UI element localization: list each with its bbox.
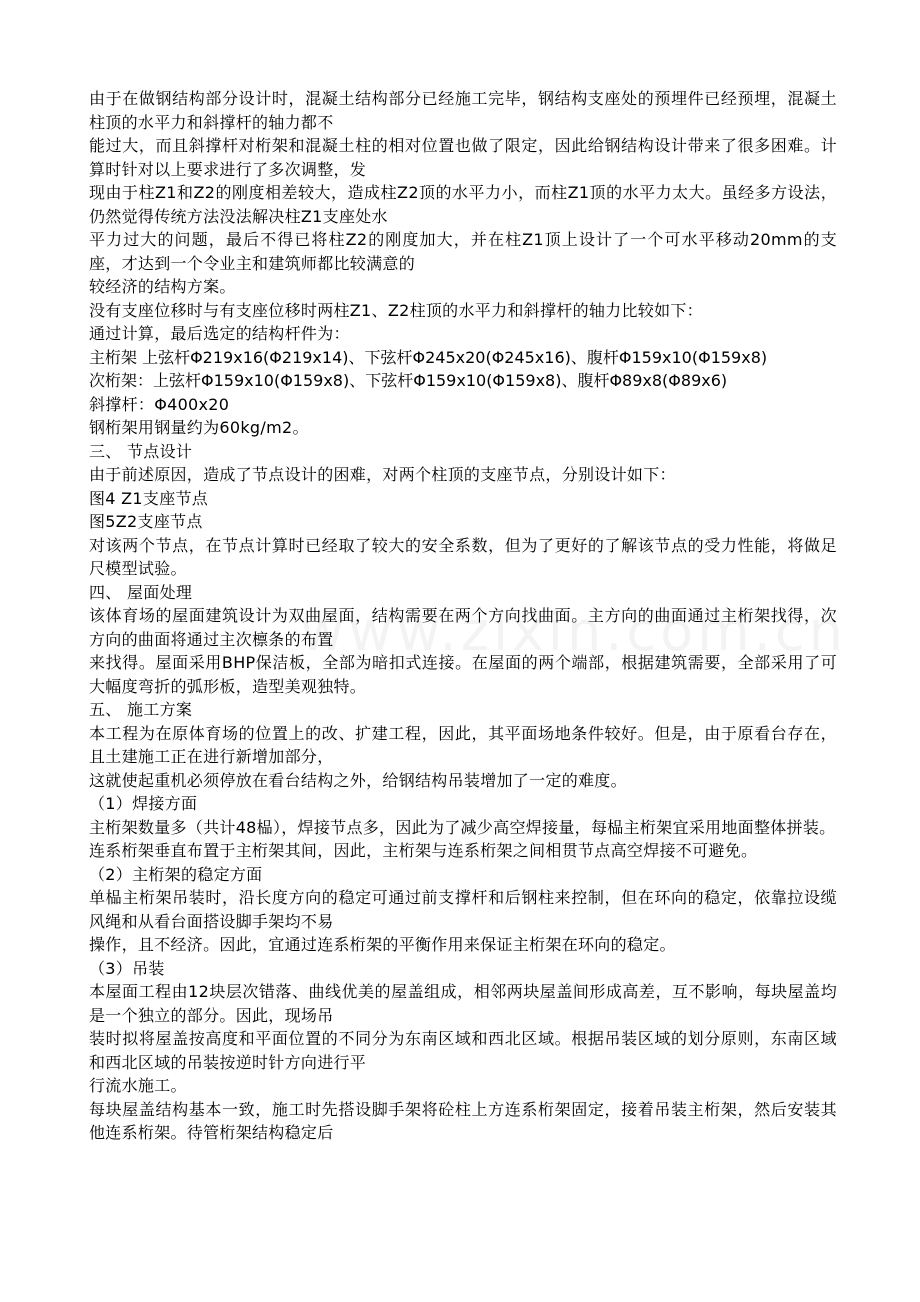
paragraph-line: 单榀主桁架吊装时，沿长度方向的稳定可通过前支撑杆和后钢柱来控制，但在环向的稳定，依靠拉设缆风绳和从看台面搭设脚手架均不易: [89, 888, 837, 931]
subsection-heading: （3）吊装: [89, 958, 165, 978]
paragraph-line: 来找得。屋面采用BHP保洁板，全部为暗扣式连接。在屋面的两个端部，根据建筑需要，全部采用了可大幅度弯折的弧形板，造型美观独特。: [89, 653, 837, 696]
paragraph-line: 对该两个节点，在节点计算时已经取了较大的安全系数，但为了更好的了解该节点的受力性能，将做足尺模型试验。: [89, 535, 837, 578]
document-body: [89, 87, 837, 1145]
paragraph-line: 主桁架数量多（共计48榀），焊接节点多，因此为了减少高空焊接量，每榀主桁架宜采用地面整体拼装。: [89, 817, 836, 837]
paragraph-line: 平力过大的问题，最后不得已将柱Z2的刚度加大，并在柱Z1顶上设计了一个可水平移动20mm的支座，才达到一个令业主和建筑师都比较满意的: [89, 230, 837, 273]
paragraph-line: 钢桁架用钢量约为60kg/m2。: [89, 418, 309, 437]
section-heading: 三、 节点设计: [89, 441, 193, 461]
section-heading: 四、 屋面处理: [89, 582, 193, 602]
paragraph-line: 每块屋盖结构基本一致，施工时先搭设脚手架将砼柱上方连系桁架固定，接着吊装主桁架，然后安装其他连系桁架。待管桁架结构稳定后: [89, 1099, 837, 1142]
paragraph-line: 连系桁架垂直布置于主桁架其间，因此，主桁架与连系桁架之间相贯节点高空焊接不可避免。: [89, 841, 758, 860]
paragraph-line: 这就使起重机必须停放在看台结构之外，给钢结构吊装增加了一定的难度。: [89, 770, 627, 790]
figure-caption: 图4 Z1支座节点: [89, 488, 209, 508]
section-heading: 五、 施工方案: [89, 700, 193, 719]
paragraph-line: 本工程为在原体育场的位置上的改、扩建工程，因此，其平面场地条件较好。但是，由于原看台存在，且土建施工正在进行新增加部分，: [89, 723, 837, 766]
paragraph-line: 行流水施工。: [89, 1076, 187, 1095]
figure-caption: 图5Z2支座节点: [89, 512, 203, 531]
paragraph-line: 通过计算，最后选定的结构杆件为：: [89, 324, 350, 343]
paragraph-line: 没有支座位移时与有支座位移时两柱Z1、Z2柱顶的水平力和斜撑杆的轴力比较如下：: [89, 300, 703, 320]
paragraph-line: 斜撑杆：Φ400x20: [89, 394, 230, 414]
member-spec-line: 次桁架：上弦杆Φ159x10(Φ159x8)、下弦杆Φ159x10(Φ159x8)、腹杆Φ89x8(Φ89x6): [89, 371, 728, 390]
subsection-heading: （1）焊接方面: [89, 794, 198, 813]
paragraph-line: 现由于柱Z1和Z2的刚度相差较大，造成柱Z2顶的水平力小，而柱Z1顶的水平力太大。虽经多方设法，仍然觉得传统方法没法解决柱Z1支座处水: [89, 183, 837, 226]
paragraph-line: 能过大，而且斜撑杆对桁架和混凝土柱的相对位置也做了限定，因此给钢结构设计带来了很多困难。计算时针对以上要求进行了多次调整，发: [89, 136, 837, 179]
paragraph-line: 该体育场的屋面建筑设计为双曲屋面，结构需要在两个方向找曲面。主方向的曲面通过主桁架找得，次方向的曲面将通过主次檩条的布置: [89, 606, 837, 649]
paragraph-line: 较经济的结构方案。: [89, 277, 236, 296]
paragraph-line: 装时拟将屋盖按高度和平面位置的不同分为东南区域和西北区域。根据吊装区域的划分原则，东南区域和西北区域的吊装按逆时针方向进行平: [89, 1029, 837, 1072]
paragraph-line: 操作，且不经济。因此，宜通过连系桁架的平衡作用来保证主桁架在环向的稳定。: [89, 935, 676, 954]
paragraph-line: 由于前述原因，造成了节点设计的困难，对两个柱顶的支座节点，分别设计如下：: [89, 465, 676, 484]
paragraph-line: 由于在做钢结构部分设计时，混凝土结构部分已经施工完毕，钢结构支座处的预埋件已经预埋，混凝土柱顶的水平力和斜撑杆的轴力都不: [89, 89, 837, 132]
member-spec-line: 主桁架 上弦杆Φ219x16(Φ219x14)、下弦杆Φ245x20(Φ245x16)、腹杆Φ159x10(Φ159x8): [89, 347, 768, 367]
subsection-heading: （2）主桁架的稳定方面: [89, 864, 263, 884]
paragraph-line: 本屋面工程由12块层次错落、曲线优美的屋盖组成，相邻两块屋盖间形成高差，互不影响，每块屋盖均是一个独立的部分。因此，现场吊: [89, 982, 837, 1025]
